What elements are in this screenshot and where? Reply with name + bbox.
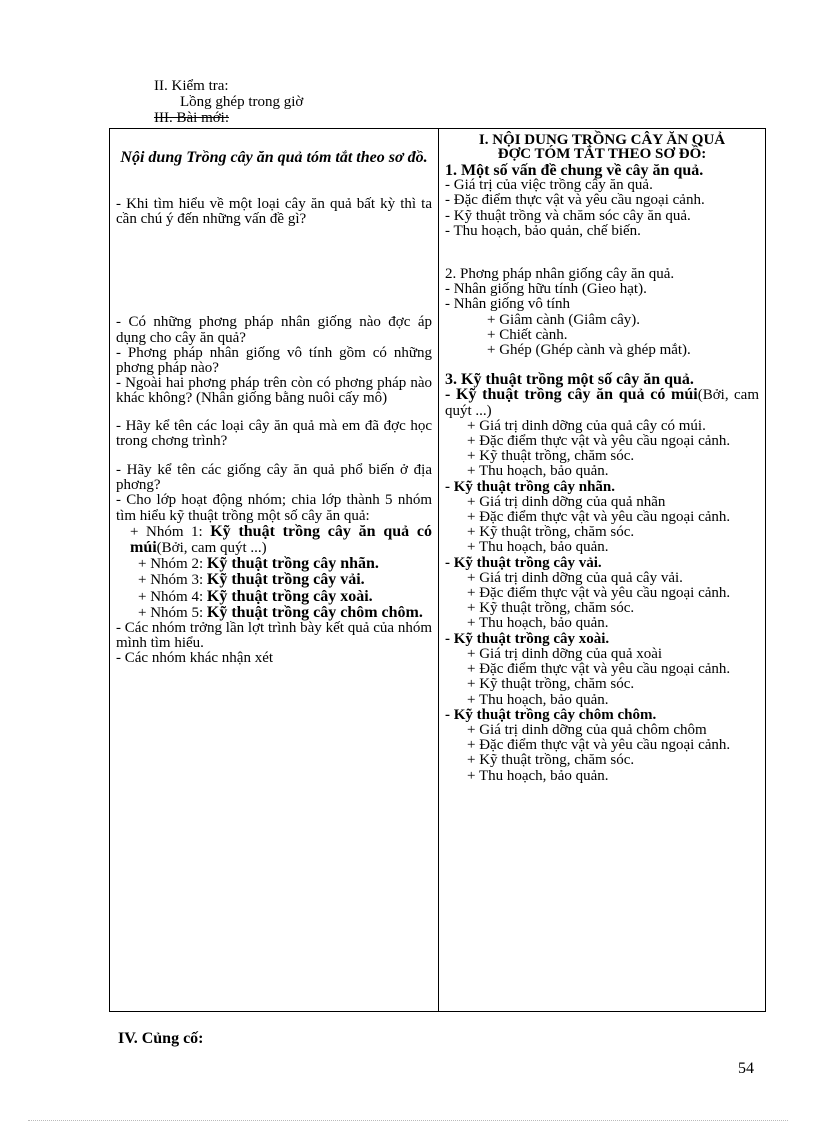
crop-2-title: - Kỹ thuật trồng cây nhãn. (445, 478, 616, 495)
group-2: + Nhóm 2: Kỹ thuật trồng cây nhãn. (138, 555, 379, 573)
crop-2-item-a: + Giá trị dinh dỡng của quả nhãn (467, 493, 666, 510)
crop-1-item-c: + Kỹ thuật trồng, chăm sóc. (467, 448, 635, 465)
right-head-2: ĐỢC TÓM TẮT THEO SƠ ĐỒ: (497, 146, 707, 162)
right-head-1: I. NỘI DUNG TRỒNG CÂY ĂN QUẢ (478, 132, 726, 148)
question-4: - Ngoài hai phơng pháp trên còn có phơng pháp nào khác không? (Nhân giống bằng nuôi cấy mô) (116, 375, 432, 407)
section-2-sub-1: + Giâm cành (Giâm cây). (487, 311, 640, 328)
section-2-sub-3: + Ghép (Ghép cành và ghép mắt). (487, 342, 691, 359)
crop-3-title: - Kỹ thuật trồng cây vải. (445, 554, 602, 571)
section-2-sub-2: + Chiết cành. (487, 326, 568, 343)
crop-5-item-b: + Đặc điểm thực vật và yêu cầu ngoại cảnh. (467, 737, 731, 754)
section-ii-note: Lồng ghép trong giờ (180, 94, 304, 110)
question-2: - Có những phơng pháp nhân giống nào đợc áp dụng cho cây ăn quả? (116, 314, 432, 346)
lesson-table (109, 128, 766, 1012)
crop-1-item-d: + Thu hoạch, bảo quản. (467, 463, 609, 480)
crop-2-item-b: + Đặc điểm thực vật và yêu cầu ngoại cảnh. (467, 509, 731, 526)
group-5: + Nhóm 5: Kỹ thuật trồng cây chôm chôm. (138, 603, 423, 621)
section-1-item-c: - Kỹ thuật trồng và chăm sóc cây ăn quả. (445, 207, 691, 224)
section-2-title: 2. Phơng pháp nhân giống cây ăn quả. (445, 266, 675, 283)
crop-5-item-a: + Giá trị dinh dỡng của quả chôm chôm (467, 721, 707, 738)
crop-3-item-c: + Kỹ thuật trồng, chăm sóc. (467, 600, 635, 617)
crop-3-item-b: + Đặc điểm thực vật và yêu cầu ngoại cảnh. (467, 585, 731, 602)
question-1: - Khi tìm hiểu về một loại cây ăn quả bất kỳ thì ta cần chú ý đến những vấn đề gì? (116, 196, 432, 228)
section-2-item-a: - Nhân giống hữu tính (Gieo hạt). (445, 281, 647, 298)
crop-4-item-d: + Thu hoạch, bảo quản. (467, 691, 609, 708)
crop-5-title: - Kỹ thuật trồng cây chôm chôm. (445, 706, 657, 723)
crop-4-item-a: + Giá trị dinh dỡng của quả xoài (467, 645, 663, 662)
crop-1-item-b: + Đặc điểm thực vật và yêu cầu ngoại cảnh. (467, 433, 731, 450)
crop-3-item-a: + Giá trị dinh dỡng của quả cây vải. (467, 569, 683, 586)
question-9: - Các nhóm khác nhận xét (116, 650, 274, 667)
section-1-item-a: - Giá trị của việc trồng cây ăn quả. (445, 177, 653, 194)
section-1-item-b: - Đặc điểm thực vật và yêu cầu ngoại cảnh. (445, 192, 705, 209)
section-1-title: 1. Một số vấn đề chung về cây ăn quả. (445, 162, 704, 179)
crop-3-item-d: + Thu hoạch, bảo quản. (467, 615, 609, 632)
right-column (439, 129, 766, 1012)
section-ii-heading: II. Kiểm tra: (154, 78, 229, 94)
section-3-title: 3. Kỹ thuật trồng một số cây ăn quả. (445, 371, 694, 389)
crop-4-title: - Kỹ thuật trồng cây xoài. (445, 630, 610, 647)
crop-5-item-d: + Thu hoạch, bảo quản. (467, 767, 609, 784)
pre-table-section (154, 78, 303, 126)
page-bottom-divider (28, 1120, 788, 1121)
group-4: + Nhóm 4: Kỹ thuật trồng cây xoài. (138, 587, 373, 605)
page-number: 54 (738, 1060, 754, 1077)
crop-1-item-a: + Giá trị dinh dỡng của quả cây có múi. (467, 417, 706, 434)
question-5: - Hãy kể tên các loại cây ăn quả mà em đã đợc học trong chơng trình? (116, 417, 432, 449)
group-3: + Nhóm 3: Kỹ thuật trồng cây vải. (138, 571, 365, 589)
question-7: - Cho lớp hoạt động nhóm; chia lớp thành 5 nhóm tìm hiểu kỹ thuật trồng một số cây ăn quả: (116, 492, 432, 524)
left-column (110, 129, 439, 1012)
crop-5-item-c: + Kỹ thuật trồng, chăm sóc. (467, 752, 635, 769)
section-iii-heading: III. Bài mới: (154, 110, 229, 126)
crop-4-item-c: + Kỹ thuật trồng, chăm sóc. (467, 676, 635, 693)
section-iv-heading: IV. Củng cố: (118, 1030, 204, 1047)
crop-2-item-d: + Thu hoạch, bảo quản. (467, 539, 609, 556)
left-title: Nội dung Trồng cây ăn quả tóm tắt theo sơ đồ. (120, 149, 428, 166)
section-1-item-d: - Thu hoạch, bảo quản, chế biến. (445, 222, 641, 239)
question-8: - Các nhóm trởng lần lợt trình bày kết quả của nhóm mình tìm hiểu. (116, 620, 432, 652)
section-2-item-b: - Nhân giống vô tính (445, 296, 570, 313)
crop-1-title: - Kỹ thuật trồng cây ăn quả có múi(Bởi, cam quýt ...) (445, 386, 759, 419)
question-6: - Hãy kể tên các giống cây ăn quả phổ biến ở địa phơng? (116, 462, 432, 494)
group-1: + Nhóm 1: Kỹ thuật trồng cây ăn quả có múi(Bởi, cam quýt ...) (130, 522, 433, 557)
crop-2-item-c: + Kỹ thuật trồng, chăm sóc. (467, 524, 635, 541)
question-3: - Phơng pháp nhân giống vô tính gồm có những phơng pháp nào? (116, 344, 432, 377)
crop-4-item-b: + Đặc điểm thực vật và yêu cầu ngoại cảnh. (467, 661, 731, 678)
